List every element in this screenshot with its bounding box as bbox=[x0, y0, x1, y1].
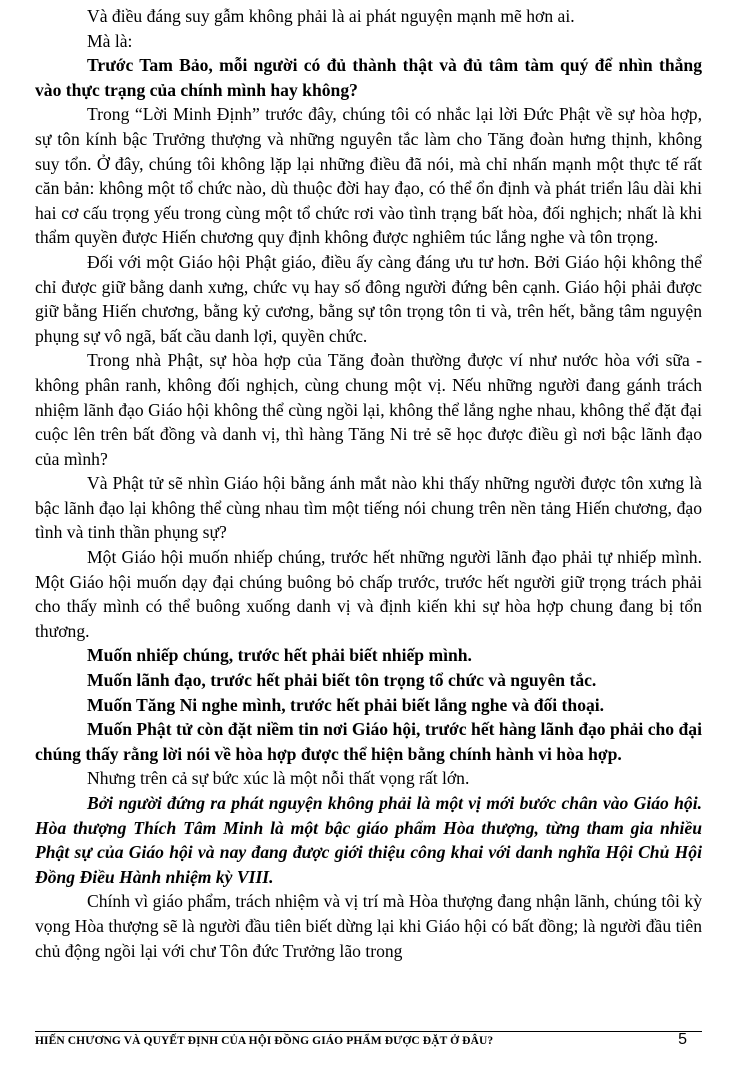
paragraph-giao-hoi: Đối với một Giáo hội Phật giáo, điều ấy càng đáng ưu tư hơn. Bởi Giáo hội không thể chỉ được giữ bằng danh xưng, chức vụ hay số đông người đứng bên cạnh. Giáo hội phải được giữ bằng Hiến chương, bằng kỷ cương, bằng sự tôn trọng tôn ti và, trên hết, bằng tâm nguyện phụng sự vô ngã, bất cầu danh lợi, quyền chức. bbox=[35, 251, 702, 346]
footer-divider bbox=[35, 1031, 702, 1032]
paragraph-nhiep-chung: Một Giáo hội muốn nhiếp chúng, trước hết những người lãnh đạo phải tự nhiếp mình. Một Giáo hội muốn dạy đại chúng buông bỏ chấp trước, trước hết người giữ trọng trách phải cho thấy mình có thể buông xuống danh vị và định kiến khi sự hòa hợp chung đang bị tổn thương. bbox=[35, 547, 702, 641]
maxim-3: Muốn Tăng Ni nghe mình, trước hết phải biết lắng nghe và đối thoại. bbox=[87, 694, 605, 715]
footer-title: HIẾN CHƯƠNG VÀ QUYẾT ĐỊNH CỦA HỘI ĐỒNG GIÁO PHẨM ĐƯỢC ĐẶT Ở ĐÂU? bbox=[35, 1035, 494, 1047]
maxim-1: Muốn nhiếp chúng, trước hết phải biết nhiếp mình. bbox=[87, 645, 472, 666]
bold-question: Trước Tam Bảo, mỗi người có đủ thành thật và đủ tâm tàm quý để nhìn thẳng vào thực trạng của chính mình hay không? bbox=[35, 55, 702, 100]
paragraph-that-vong: Nhưng trên cả sự bức xúc là một nỗi thất vọng rất lớn. bbox=[87, 768, 470, 789]
paragraph-1: Và điều đáng suy gẫm không phải là ai phát nguyện mạnh mẽ hơn ai. bbox=[87, 6, 575, 26]
page-number: 5 bbox=[678, 1031, 687, 1048]
maxim-4: Muốn Phật tử còn đặt niềm tin nơi Giáo hội, trước hết hàng lãnh đạo phải cho đại chúng thấy rằng lời nói về hòa hợp được thể hiện bằng chính hành vi hòa hợp. bbox=[35, 719, 702, 764]
paragraph-ky-vong: Chính vì giáo phẩm, trách nhiệm và vị trí mà Hòa thượng đang nhận lãnh, chúng tôi kỳ vọng Hòa thượng sẽ là người đầu tiên biết dừng lại khi Giáo hội có bất đồng; là người đầu tiên chủ động ngồi lại với chư Tôn đức Trưởng lão trong bbox=[35, 891, 702, 961]
paragraph-loi-minh-dinh: Trong “Lời Minh Định” trước đây, chúng tôi có nhắc lại lời Đức Phật về sự hòa hợp, sự tôn kính bậc Trưởng thượng và những nguyên tắc làm cho Tăng đoàn hưng thịnh, không suy tổn. Ở đây, chúng tôi không lặp lại những điều đã nói, mà chỉ nhấn mạnh một thực tế rất căn bản: không một tổ chức nào, dù thuộc đời hay đạo, có thể ổn định và phát triển lâu dài khi hai cơ cấu trọng yếu trong cùng một tổ chức rơi vào tình trạng bất hòa, đối nghịch; nhất là khi thẩm quyền được Hiến chương quy định không được nghiêm túc lắng nghe và tôn trọng. bbox=[35, 104, 702, 248]
body-text bbox=[35, 4, 702, 963]
paragraph-hoa-thuong: Bởi người đứng ra phát nguyện không phải là một vị mới bước chân vào Giáo hội. Hòa thượng Thích Tâm Minh là một bậc giáo phẩm Hòa thượng, từng tham gia nhiều Phật sự của Giáo hội và nay đang được giới thiệu công khai với danh nghĩa Hội Chủ Hội Đồng Điều Hành nhiệm kỳ VIII. bbox=[35, 793, 702, 887]
paragraph-2: Mà là: bbox=[87, 30, 133, 51]
maxim-2: Muốn lãnh đạo, trước hết phải biết tôn trọng tổ chức và nguyên tắc. bbox=[87, 670, 597, 691]
paragraph-phat-tu: Và Phật tử sẽ nhìn Giáo hội bằng ánh mắt nào khi thấy những người được tôn xưng là bậc lãnh đạo lại không thể cùng nhau tìm một tiếng nói chung trên nền tảng Hiến chương, đạo tình và tinh thần phụng sự? bbox=[35, 473, 702, 543]
paragraph-hoa-hop: Trong nhà Phật, sự hòa hợp của Tăng đoàn thường được ví như nước hòa với sữa - không phân ranh, không đối nghịch, cùng chung một vị. Nếu những người đang gánh trách nhiệm lãnh đạo Giáo hội không thể cùng ngồi lại, không thể lắng nghe nhau, không thể đặt đại cuộc lên trên bất đồng và danh vị, thì hàng Tăng Ni trẻ sẽ học được điều gì nơi bậc lãnh đạo của mình? bbox=[35, 350, 702, 469]
